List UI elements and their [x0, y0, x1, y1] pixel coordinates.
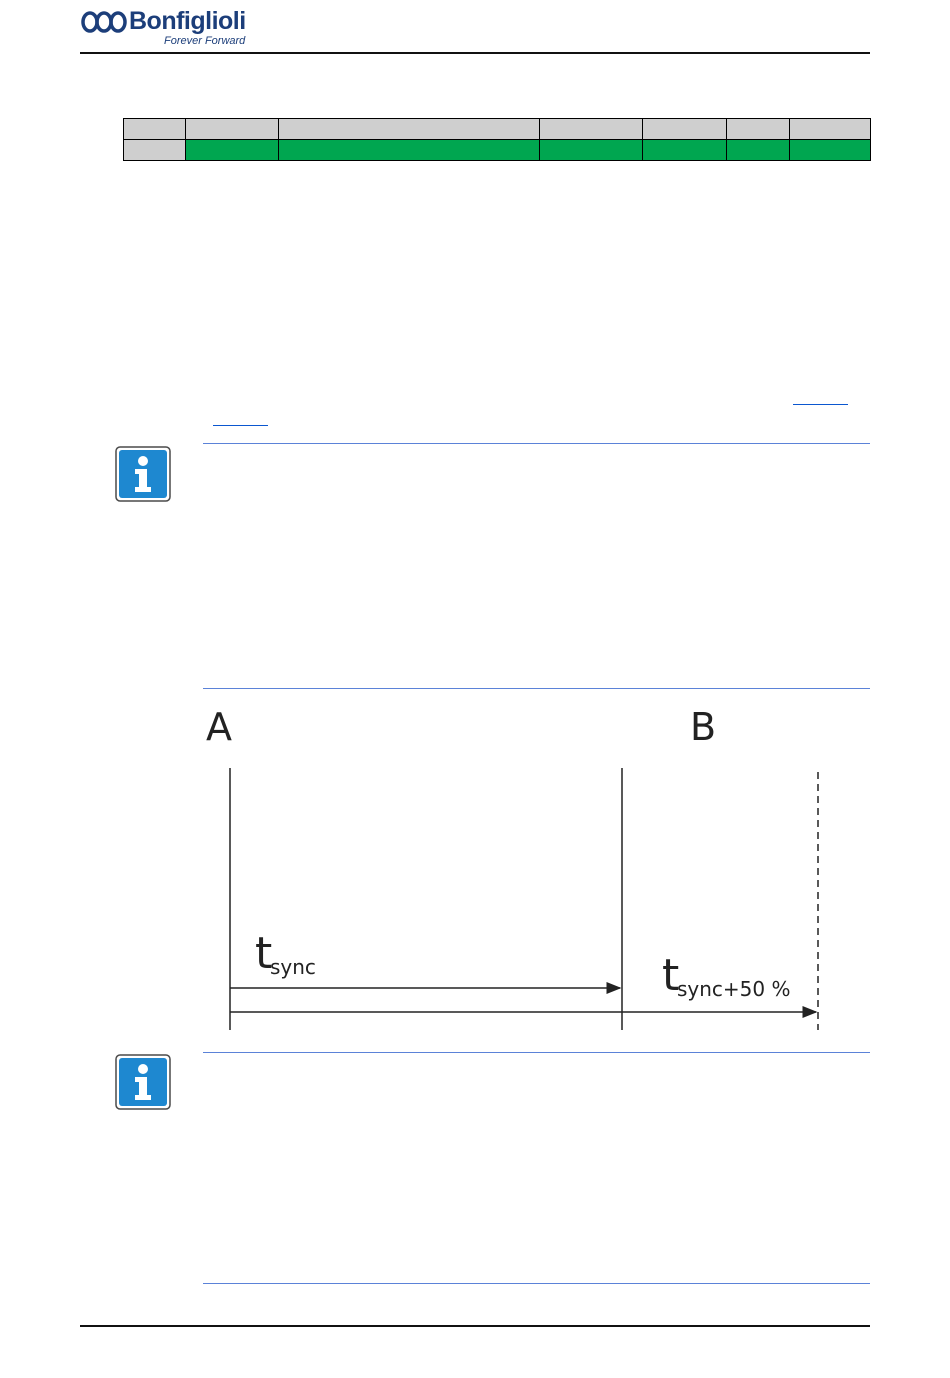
header-rule	[80, 52, 870, 54]
cross-reference-link[interactable]	[793, 404, 848, 405]
cross-reference-link[interactable]	[213, 425, 268, 426]
table-row	[124, 140, 871, 161]
info-box-top-rule	[203, 1052, 870, 1053]
table-cell	[643, 140, 727, 161]
table-header-row	[124, 119, 871, 140]
info-icon	[115, 446, 171, 502]
table-cell	[540, 119, 643, 140]
table-cell	[790, 119, 871, 140]
sync-timing-diagram	[200, 700, 840, 1040]
label-b: B	[690, 705, 717, 749]
t-sync50-symbol: t	[662, 950, 680, 1001]
table-cell	[790, 140, 871, 161]
info-icon	[115, 1054, 171, 1110]
brand-name: Bonfiglioli	[129, 7, 246, 35]
info-box-bottom-rule	[203, 688, 870, 689]
brand-tagline: Forever Forward	[164, 35, 246, 47]
table-cell	[279, 140, 540, 161]
table-cell	[279, 119, 540, 140]
table-cell	[124, 140, 186, 161]
t-sync50-subscript: sync+50 %	[677, 977, 791, 1001]
table-cell	[186, 119, 279, 140]
footer-rule	[80, 1325, 870, 1327]
info-box-top-rule	[203, 443, 870, 444]
table-cell	[124, 119, 186, 140]
t-sync-subscript: sync	[270, 955, 316, 979]
table-cell	[643, 119, 727, 140]
table-cell	[727, 119, 790, 140]
table-cell	[727, 140, 790, 161]
parameter-table	[123, 118, 871, 161]
info-box-bottom-rule	[203, 1283, 870, 1284]
label-a: A	[206, 705, 232, 749]
table-cell	[540, 140, 643, 161]
t-sync-symbol: t	[255, 928, 273, 979]
table-cell	[186, 140, 279, 161]
